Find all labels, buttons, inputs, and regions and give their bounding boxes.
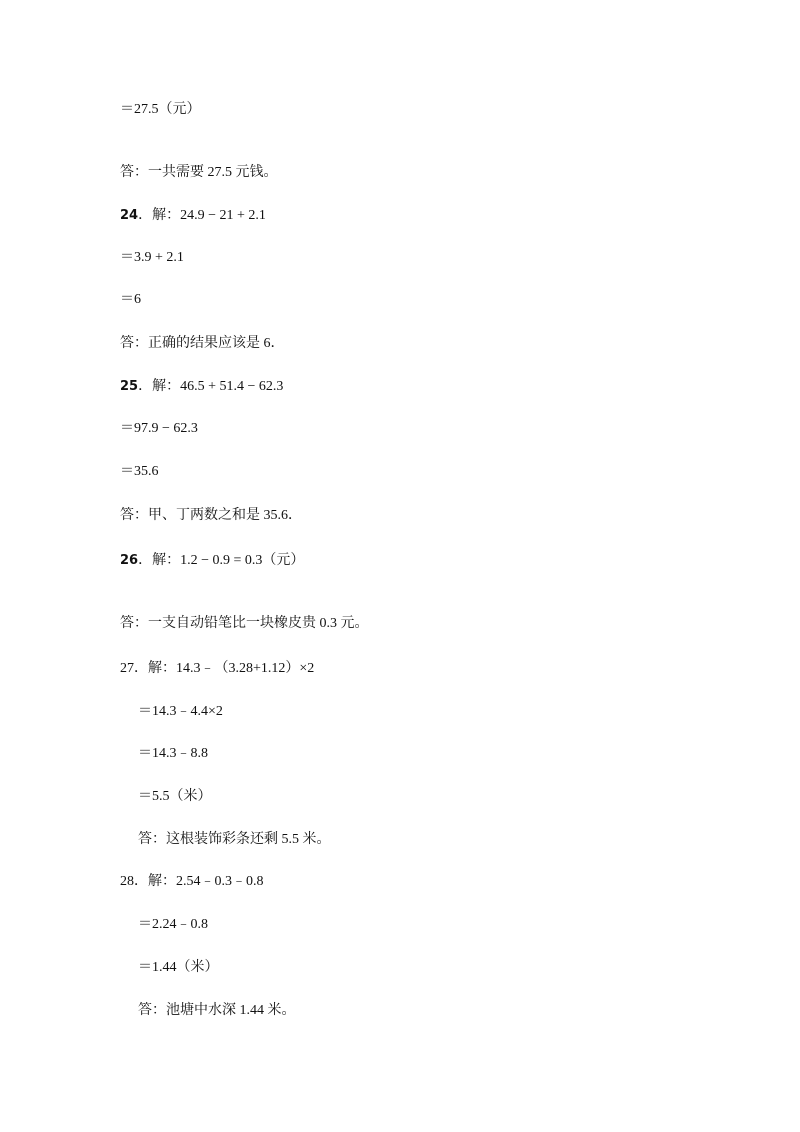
line-20: 答：池塘中水深 1.44 米。 (138, 1003, 296, 1018)
line-3: ＝3.9 + 2.1 (120, 250, 184, 265)
line-14: ＝14.3﹣8.8 (138, 746, 208, 761)
line-5: 答：正确的结果应该是 6． (120, 336, 285, 351)
line-13: ＝14.3﹣4.4×2 (138, 704, 223, 719)
line-18: ＝2.24﹣0.8 (138, 917, 208, 932)
line-12: 27．解：14.3﹣（3.28+1.12）×2 (120, 661, 315, 676)
line-1: 答：一共需要 27.5 元钱。 (120, 165, 278, 180)
line-17: 28．解：2.54﹣0.3﹣0.8 (120, 874, 264, 889)
question-number: 25 (120, 379, 139, 394)
line-6: 25．解：46.5 + 51.4 − 62.3 (120, 379, 284, 394)
line-4: ＝6 (120, 292, 141, 307)
line-15: ＝5.5（米） (138, 789, 212, 804)
question-number: 24 (120, 208, 139, 223)
line-16: 答：这根装饰彩条还剩 5.5 米。 (138, 832, 331, 847)
question-number: 26 (120, 553, 139, 568)
line-11: 答：一支自动铅笔比一块橡皮贵 0.3 元。 (120, 616, 369, 631)
line-8: ＝35.6 (120, 464, 159, 479)
line-2: 24．解：24.9 − 21 + 2.1 (120, 208, 266, 223)
line-19: ＝1.44（米） (138, 960, 219, 975)
line-0: ＝27.5（元） (120, 102, 201, 117)
line-7: ＝97.9 − 62.3 (120, 421, 198, 436)
line-9: 答：甲、丁两数之和是 35.6． (120, 508, 302, 523)
line-10: 26．解：1.2 − 0.9 = 0.3（元） (120, 553, 305, 568)
